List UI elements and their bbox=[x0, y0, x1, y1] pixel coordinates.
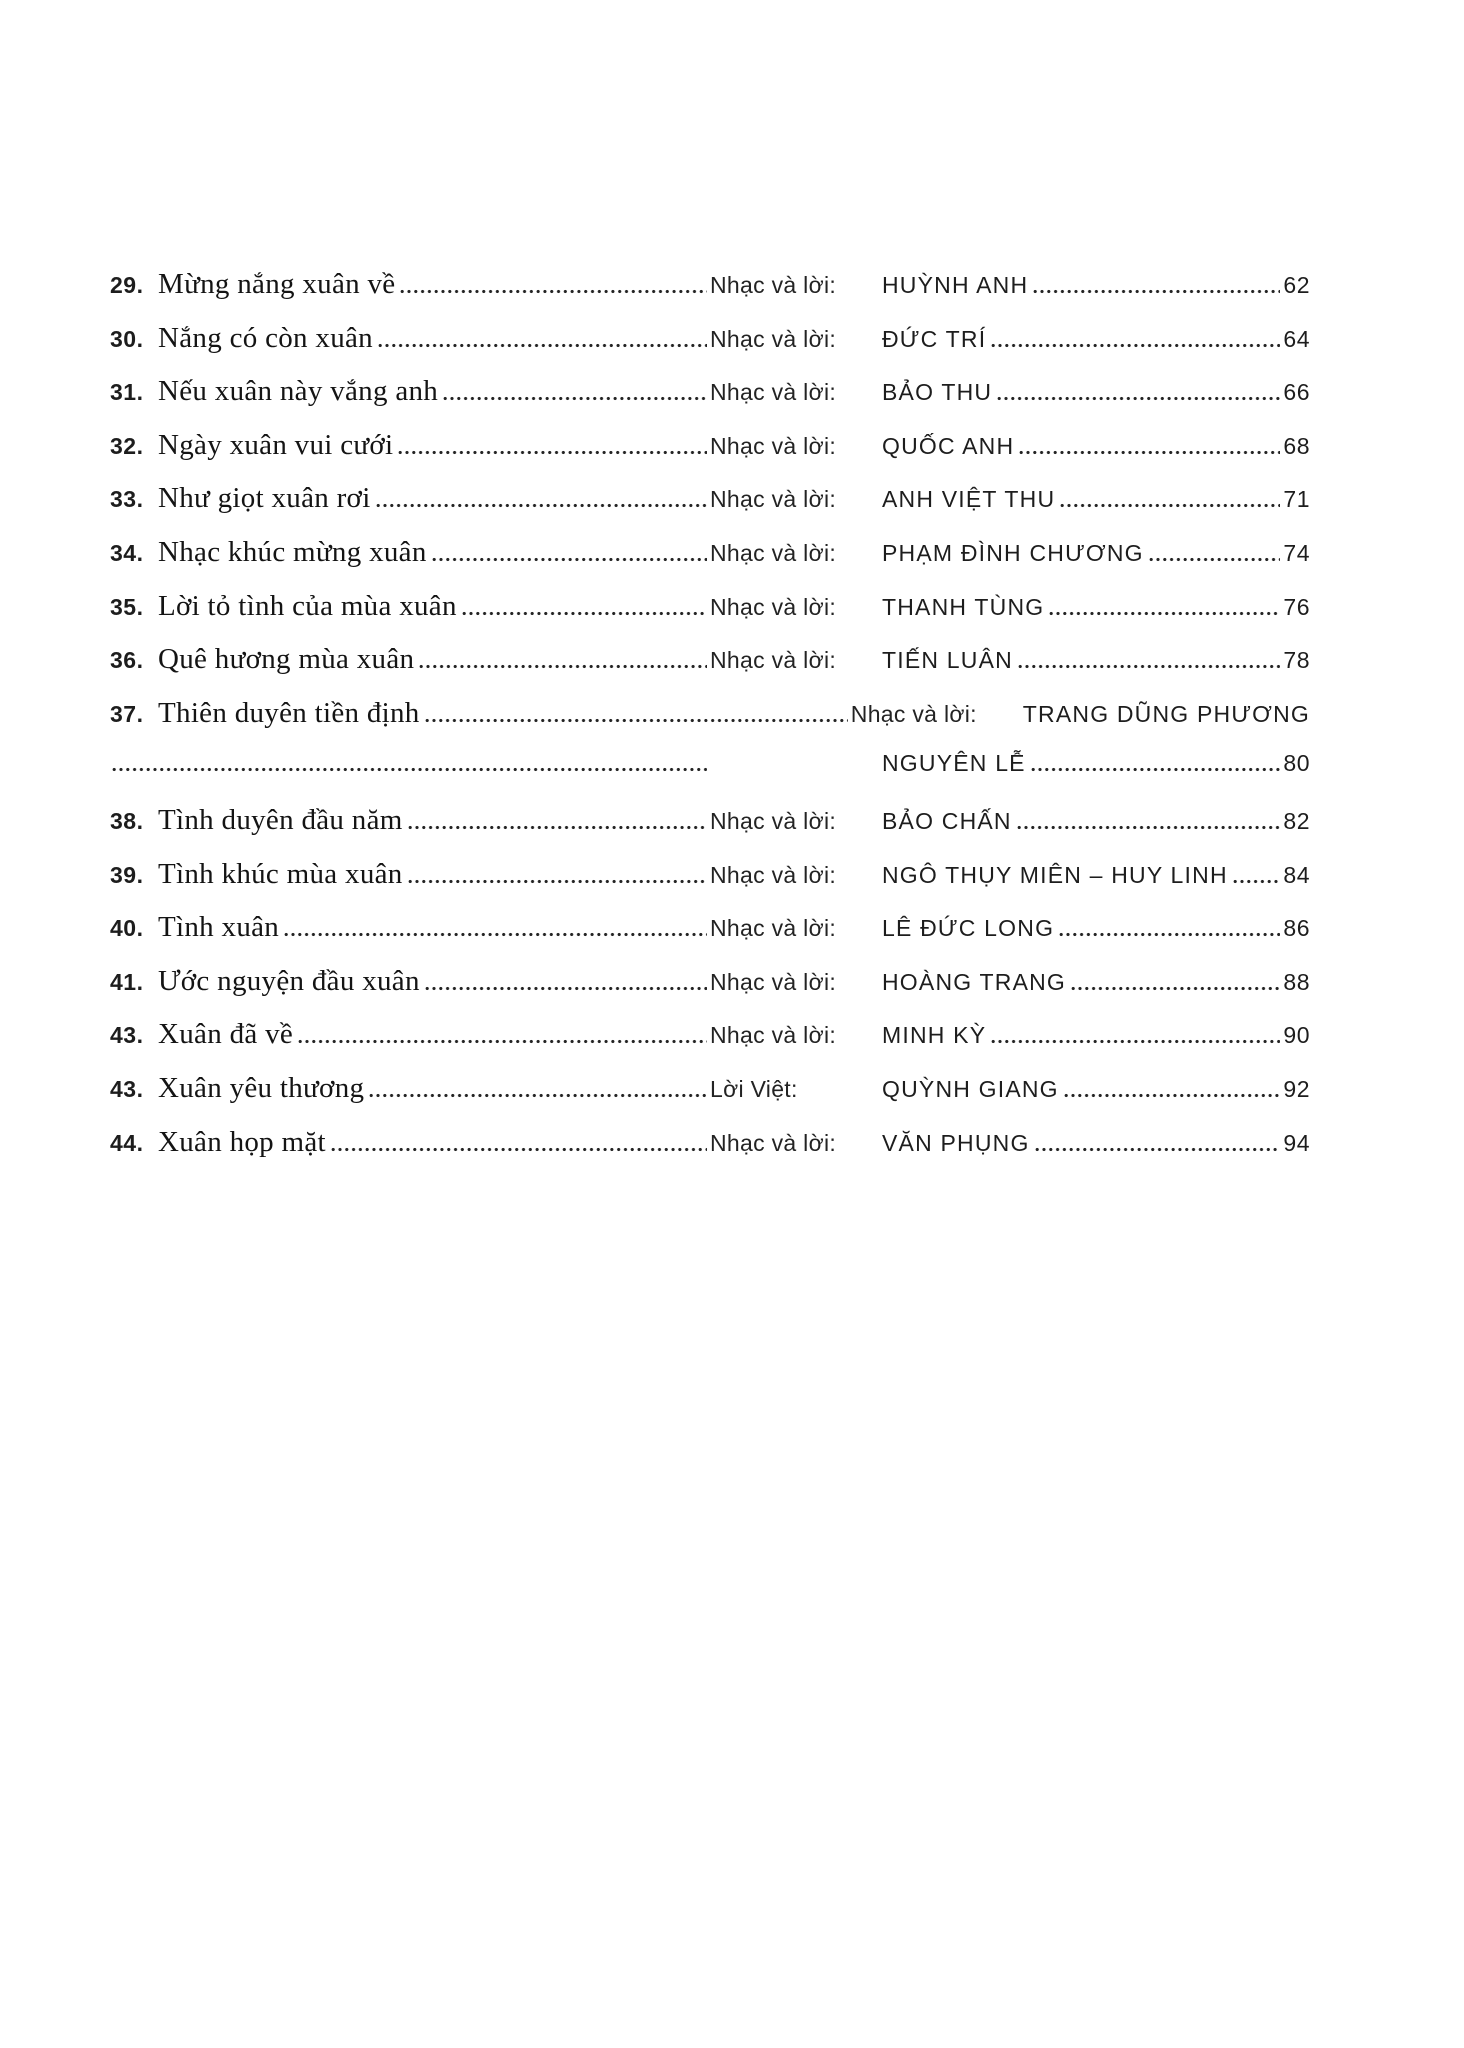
song-title: Thiên duyên tiền định bbox=[158, 696, 420, 729]
credit-label: Lời Việt: bbox=[710, 1075, 798, 1102]
dot-leader bbox=[1071, 986, 1280, 991]
page-number: 86 bbox=[1283, 915, 1310, 942]
title-cell bbox=[158, 1072, 710, 1105]
composer-name: ANH VIỆT THU bbox=[882, 486, 1056, 513]
title-cell bbox=[158, 804, 710, 837]
page-number: 88 bbox=[1283, 968, 1310, 995]
entry-number: 32. bbox=[110, 432, 144, 459]
page-number: 84 bbox=[1283, 861, 1310, 888]
author-cell bbox=[882, 1022, 1310, 1049]
dot-leader bbox=[1031, 767, 1281, 772]
song-title: Mừng nắng xuân về bbox=[158, 268, 396, 300]
page-number: 66 bbox=[1283, 379, 1310, 406]
title-cell bbox=[158, 858, 710, 891]
dot-leader bbox=[112, 767, 707, 772]
credit-label: Nhạc và lời: bbox=[710, 1022, 837, 1049]
credit-label: Nhạc và lời: bbox=[710, 325, 837, 352]
author-cell bbox=[882, 808, 1310, 835]
toc-row bbox=[110, 262, 1310, 316]
dot-leader bbox=[1018, 664, 1280, 669]
entry-number: 38. bbox=[110, 807, 144, 834]
toc-row bbox=[110, 637, 1310, 691]
title-cell bbox=[158, 697, 851, 730]
dot-leader bbox=[1017, 825, 1281, 830]
toc-row bbox=[110, 369, 1310, 423]
author-cell bbox=[882, 594, 1310, 621]
dot-leader bbox=[1049, 611, 1280, 616]
credit-label: Nhạc và lời: bbox=[710, 647, 837, 674]
credit-label: Nhạc và lời: bbox=[850, 700, 977, 727]
entry-number: 35. bbox=[110, 593, 144, 620]
dot-leader bbox=[400, 289, 707, 294]
dot-leader bbox=[432, 557, 707, 562]
page-number: 68 bbox=[1283, 432, 1310, 459]
composer-name: TRANG DŨNG PHƯƠNG bbox=[1022, 700, 1310, 727]
song-title: Tình duyên đầu năm bbox=[158, 803, 403, 836]
entry-number: 31. bbox=[110, 379, 144, 406]
song-title: Xuân đã về bbox=[158, 1018, 294, 1051]
entry-number: 34. bbox=[110, 539, 144, 566]
dot-leader bbox=[1059, 932, 1280, 937]
credit-label: Nhạc và lời: bbox=[710, 915, 837, 942]
song-title: Nhạc khúc mừng xuân bbox=[158, 535, 427, 568]
dot-leader bbox=[425, 986, 707, 991]
composer-name: THANH TÙNG bbox=[882, 593, 1045, 620]
author-cell bbox=[882, 915, 1310, 942]
author-cell bbox=[882, 272, 1310, 299]
title-cell bbox=[158, 965, 710, 998]
toc-row bbox=[110, 423, 1310, 477]
composer-name: NGUYÊN LỄ bbox=[882, 750, 1026, 777]
author-cell bbox=[882, 647, 1310, 674]
dot-leader bbox=[1019, 450, 1280, 455]
title-cell bbox=[158, 1126, 710, 1159]
dot-leader bbox=[462, 611, 707, 616]
author-cell bbox=[882, 540, 1310, 567]
dot-leader bbox=[1033, 289, 1280, 294]
entry-number: 33. bbox=[110, 486, 144, 513]
page-number: 90 bbox=[1283, 1022, 1310, 1049]
credit-label: Nhạc và lời: bbox=[710, 861, 837, 888]
page-number: 94 bbox=[1283, 1129, 1310, 1156]
composer-name: QUỲNH GIANG bbox=[882, 1075, 1059, 1102]
credit-label: Nhạc và lời: bbox=[710, 272, 837, 298]
dot-leader bbox=[1149, 557, 1281, 562]
title-cell bbox=[158, 429, 710, 462]
composer-name: TIẾN LUÂN bbox=[882, 647, 1013, 674]
dot-leader bbox=[443, 396, 707, 401]
toc-row bbox=[110, 905, 1310, 959]
author-cell bbox=[882, 969, 1310, 996]
composer-name: QUỐC ANH bbox=[882, 432, 1015, 459]
title-cell bbox=[158, 268, 710, 301]
dot-leader bbox=[298, 1039, 707, 1044]
dot-leader bbox=[408, 879, 707, 884]
dot-leader bbox=[408, 825, 707, 830]
title-cell bbox=[110, 766, 710, 771]
toc-row bbox=[110, 691, 1310, 745]
composer-name: VĂN PHỤNG bbox=[882, 1129, 1030, 1156]
song-title: Tình xuân bbox=[158, 911, 280, 944]
credit-label: Nhạc và lời: bbox=[710, 968, 837, 995]
title-cell bbox=[158, 590, 710, 623]
title-cell bbox=[158, 482, 710, 515]
entry-number: 44. bbox=[110, 1129, 144, 1156]
dot-leader bbox=[991, 343, 1280, 348]
page-number: 71 bbox=[1283, 486, 1310, 513]
composer-name: PHẠM ĐÌNH CHƯƠNG bbox=[882, 539, 1144, 566]
composer-name: HOÀNG TRANG bbox=[882, 968, 1067, 995]
title-cell bbox=[158, 643, 710, 676]
credit-label: Nhạc và lời: bbox=[710, 807, 837, 834]
dot-leader bbox=[398, 450, 707, 455]
toc-row bbox=[110, 798, 1310, 852]
composer-name: BẢO CHẤN bbox=[882, 807, 1012, 834]
toc-row bbox=[110, 1120, 1310, 1174]
composer-name: LÊ ĐỨC LONG bbox=[882, 915, 1055, 942]
author-cell bbox=[882, 750, 1310, 777]
toc-row bbox=[110, 852, 1310, 906]
author-cell bbox=[882, 379, 1310, 406]
credit-label: Nhạc và lời: bbox=[710, 1129, 837, 1156]
credit-label: Nhạc và lời: bbox=[710, 539, 837, 566]
entry-number: 43. bbox=[110, 1075, 144, 1102]
dot-leader bbox=[1060, 503, 1280, 508]
page-number: 82 bbox=[1283, 807, 1310, 834]
song-title: Xuân yêu thương bbox=[158, 1071, 365, 1104]
song-title: Ngày xuân vui cưới bbox=[158, 428, 394, 461]
composer-name: MINH KỲ bbox=[882, 1022, 987, 1049]
author-cell bbox=[882, 326, 1310, 353]
song-title: Ước nguyện đầu xuân bbox=[158, 964, 420, 997]
credit-label: Nhạc và lời: bbox=[710, 486, 837, 513]
composer-name: BẢO THU bbox=[882, 379, 993, 406]
author-cell bbox=[882, 1130, 1310, 1157]
toc-row bbox=[110, 530, 1310, 584]
dot-leader bbox=[378, 343, 707, 348]
toc-row bbox=[110, 1066, 1310, 1120]
page-number: 74 bbox=[1283, 539, 1310, 566]
entry-number: 30. bbox=[110, 325, 144, 352]
entry-number: 29. bbox=[110, 272, 144, 298]
song-title: Nắng có còn xuân bbox=[158, 321, 373, 354]
entry-number: 36. bbox=[110, 647, 144, 674]
page-number: 80 bbox=[1283, 750, 1310, 777]
page-number: 92 bbox=[1283, 1075, 1310, 1102]
song-title: Như giọt xuân rơi bbox=[158, 482, 371, 515]
composer-name: NGÔ THỤY MIÊN – HUY LINH bbox=[882, 861, 1228, 888]
toc-row bbox=[110, 476, 1310, 530]
title-cell bbox=[158, 1018, 710, 1051]
dot-leader bbox=[419, 664, 707, 669]
entry-number: 37. bbox=[110, 700, 144, 727]
song-title: Tình khúc mùa xuân bbox=[158, 857, 403, 890]
composer-name: ĐỨC TRÍ bbox=[882, 325, 987, 352]
toc-row bbox=[110, 1012, 1310, 1066]
song-title: Nếu xuân này vắng anh bbox=[158, 375, 439, 408]
entry-number: 39. bbox=[110, 861, 144, 888]
song-title: Quê hương mùa xuân bbox=[158, 643, 415, 676]
table-of-contents bbox=[110, 262, 1310, 1173]
toc-row-continuation bbox=[110, 744, 1310, 798]
page-number: 64 bbox=[1283, 325, 1310, 352]
song-title: Xuân họp mặt bbox=[158, 1125, 326, 1158]
author-cell bbox=[882, 1076, 1310, 1103]
song-title: Lời tỏ tình của mùa xuân bbox=[158, 589, 457, 622]
dot-leader bbox=[1064, 1093, 1281, 1098]
dot-leader bbox=[331, 1147, 707, 1152]
author-cell bbox=[882, 486, 1310, 513]
dot-leader bbox=[991, 1039, 1280, 1044]
dot-leader bbox=[1233, 879, 1281, 884]
author-cell bbox=[882, 862, 1310, 889]
credit-label: Nhạc và lời: bbox=[710, 593, 837, 620]
toc-row bbox=[110, 959, 1310, 1013]
entry-number: 41. bbox=[110, 968, 144, 995]
toc-row bbox=[110, 316, 1310, 370]
author-cell bbox=[1023, 701, 1310, 728]
entry-number: 43. bbox=[110, 1022, 144, 1049]
author-cell bbox=[882, 433, 1310, 460]
toc-row bbox=[110, 584, 1310, 638]
title-cell bbox=[158, 375, 710, 408]
page-number: 76 bbox=[1283, 593, 1310, 620]
title-cell bbox=[158, 536, 710, 569]
dot-leader bbox=[376, 503, 707, 508]
credit-label: Nhạc và lời: bbox=[710, 432, 837, 459]
dot-leader bbox=[369, 1093, 707, 1098]
dot-leader bbox=[997, 396, 1280, 401]
credit-label: Nhạc và lời: bbox=[710, 379, 837, 406]
entry-number: 40. bbox=[110, 915, 144, 942]
dot-leader bbox=[425, 718, 848, 723]
page-number: 78 bbox=[1283, 647, 1310, 674]
dot-leader bbox=[1035, 1147, 1281, 1152]
title-cell bbox=[158, 911, 710, 944]
dot-leader bbox=[284, 932, 707, 937]
title-cell bbox=[158, 322, 710, 355]
composer-name: HUỲNH ANH bbox=[882, 272, 1029, 298]
page-number: 62 bbox=[1283, 272, 1310, 298]
